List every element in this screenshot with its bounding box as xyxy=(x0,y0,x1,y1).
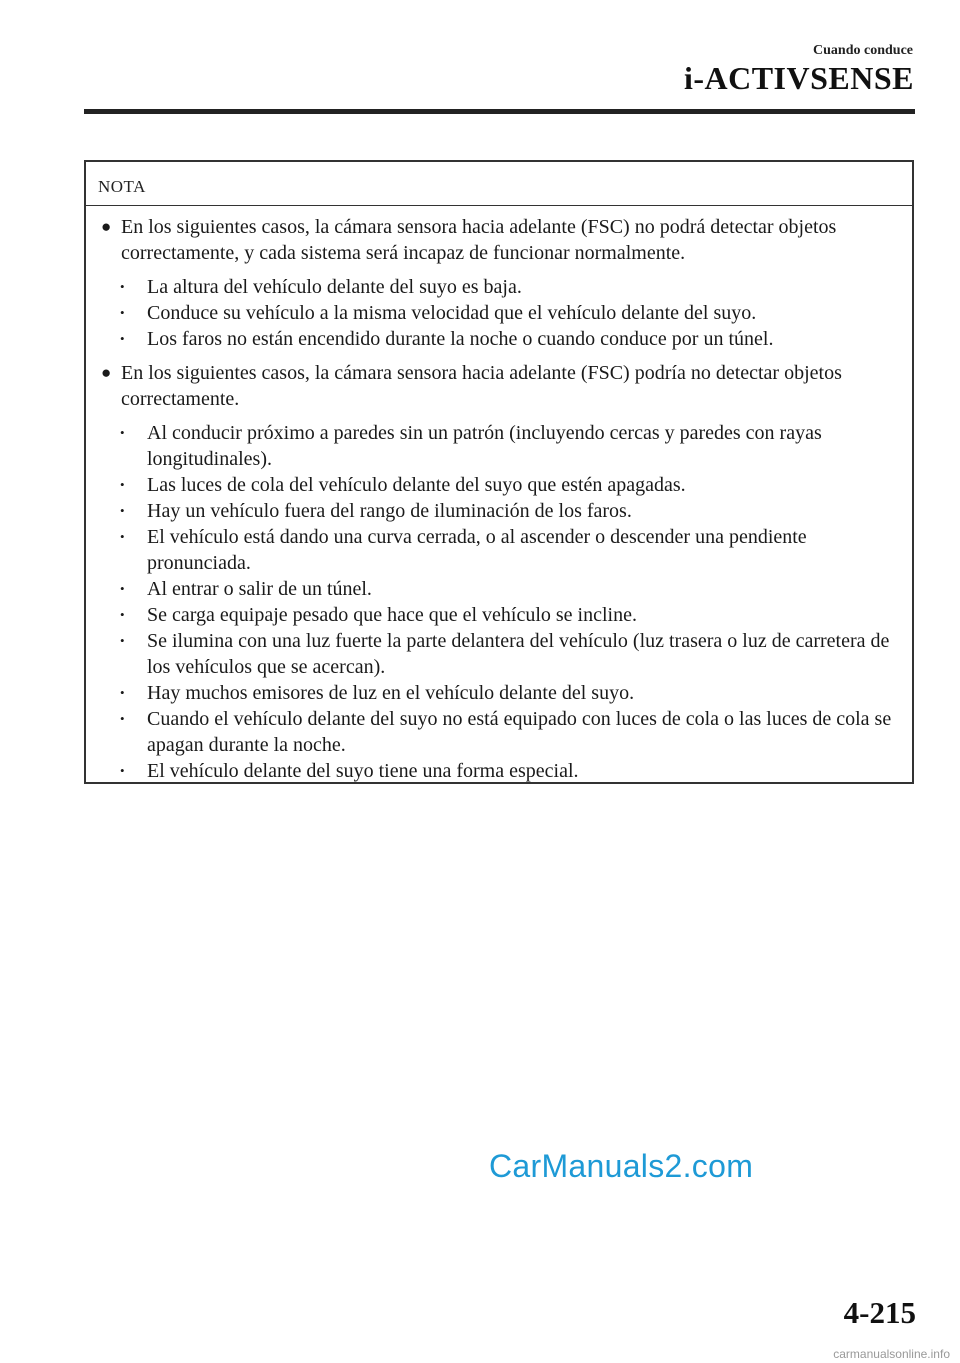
note-divider xyxy=(86,205,912,206)
running-header-chapter: i-ACTIVSENSE xyxy=(683,60,914,96)
sub-item xyxy=(86,758,912,784)
sub-item xyxy=(86,602,912,628)
sub-bullet-icon: • xyxy=(120,477,125,492)
sub-bullet-icon: • xyxy=(120,305,125,320)
footer-site: carmanualsonline.info xyxy=(833,1347,950,1361)
sub-item-text: Se carga equipaje pesado que hace que el vehículo se incline. xyxy=(147,604,637,626)
sub-item-text: Al conducir próximo a paredes sin un patrón (incluyendo cercas y paredes con rayas longitudinales). xyxy=(147,422,822,470)
sub-item-text: Al entrar o salir de un túnel. xyxy=(147,578,372,600)
header-rule xyxy=(84,109,915,114)
sub-item xyxy=(86,274,912,300)
note-body xyxy=(86,214,912,784)
note-item xyxy=(86,360,912,412)
sub-item-text: Conduce su vehículo a la misma velocidad que el vehículo delante del suyo. xyxy=(147,302,757,324)
note-box xyxy=(84,160,914,784)
sub-item xyxy=(86,300,912,326)
sub-item-text: Hay un vehículo fuera del rango de iluminación de los faros. xyxy=(147,500,632,522)
sub-item-text: Se ilumina con una luz fuerte la parte delantera del vehículo (luz trasera o luz de carretera de los vehículos que se acercan). xyxy=(147,630,890,678)
sub-item-text: Hay muchos emisores de luz en el vehículo delante del suyo. xyxy=(147,682,635,704)
sub-bullet-icon: • xyxy=(120,331,125,346)
sub-item-text: La altura del vehículo delante del suyo es baja. xyxy=(147,276,522,298)
sub-item xyxy=(86,680,912,706)
sub-bullet-icon: • xyxy=(120,633,125,648)
sub-item xyxy=(86,472,912,498)
sub-bullet-icon: • xyxy=(120,581,125,596)
sub-item-text: Los faros no están encendido durante la noche o cuando conduce por un túnel. xyxy=(147,328,774,350)
note-item xyxy=(86,214,912,266)
sub-item xyxy=(86,706,912,758)
sub-item xyxy=(86,576,912,602)
sub-item-text: Cuando el vehículo delante del suyo no está equipado con luces de cola o las luces de cola se apagan durante la noche. xyxy=(147,708,892,756)
sub-item-text: El vehículo delante del suyo tiene una forma especial. xyxy=(147,760,579,782)
sub-bullet-icon: • xyxy=(120,711,125,726)
sub-bullet-icon: • xyxy=(120,503,125,518)
sub-item-text: Las luces de cola del vehículo delante del suyo que estén apagadas. xyxy=(147,474,686,496)
sub-bullet-icon: • xyxy=(120,607,125,622)
sub-item xyxy=(86,524,912,576)
watermark-logo: CarManuals2.com xyxy=(489,1148,754,1184)
sub-bullet-icon: • xyxy=(120,763,125,778)
sub-item xyxy=(86,326,912,352)
sub-item xyxy=(86,628,912,680)
note-title: NOTA xyxy=(98,177,146,196)
running-header-section: Cuando conduce xyxy=(813,43,913,58)
sub-bullet-icon: • xyxy=(120,529,125,544)
page-number: 4-215 xyxy=(843,1295,916,1330)
sub-item-text: El vehículo está dando una curva cerrada, o al ascender o descender una pendiente pronunciada. xyxy=(147,526,807,574)
sub-bullet-icon: • xyxy=(120,279,125,294)
sub-bullet-icon: • xyxy=(120,685,125,700)
sub-list xyxy=(86,420,912,784)
note-item-text: En los siguientes casos, la cámara sensora hacia adelante (FSC) podría no detectar objetos correctamente. xyxy=(121,362,842,410)
sub-item xyxy=(86,420,912,472)
sub-item xyxy=(86,498,912,524)
bullet-icon: ● xyxy=(101,363,112,382)
bullet-icon: ● xyxy=(101,217,112,236)
note-item-text: En los siguientes casos, la cámara sensora hacia adelante (FSC) no podrá detectar objetos correctamente, y cada sistema será incapaz de funcionar normalmente. xyxy=(121,216,837,264)
sub-bullet-icon: • xyxy=(120,425,125,440)
sub-list xyxy=(86,274,912,352)
